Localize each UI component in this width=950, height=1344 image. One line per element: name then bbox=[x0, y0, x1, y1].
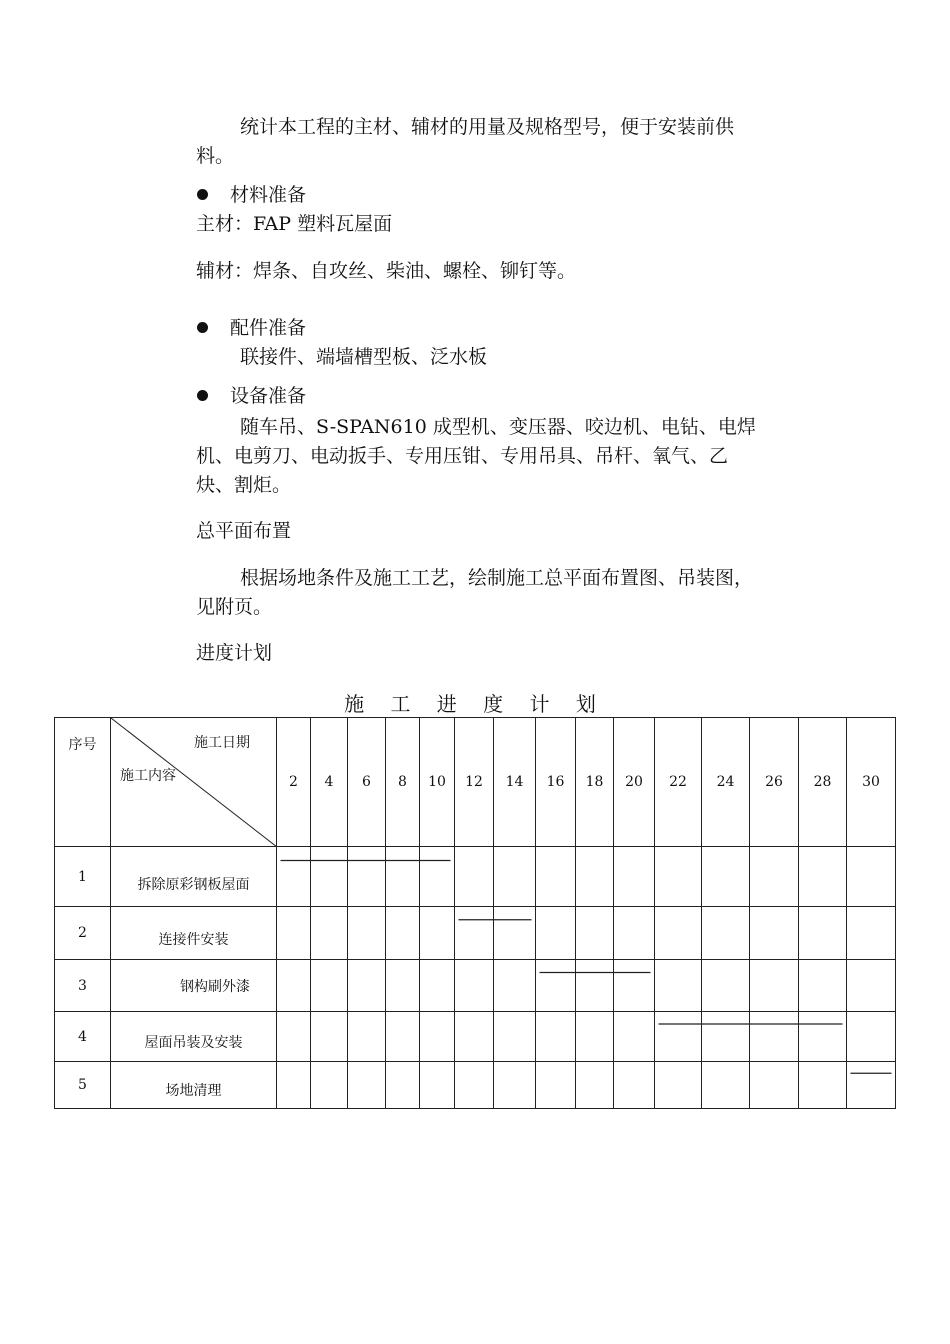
day-header: 12 bbox=[455, 718, 494, 847]
layout-heading: 总平面布置 bbox=[196, 520, 292, 542]
header-row bbox=[55, 718, 896, 847]
header-date-label: 施工日期 bbox=[194, 735, 250, 751]
row-no: 2 bbox=[55, 907, 111, 960]
day-header: 22 bbox=[655, 718, 702, 847]
day-header: 6 bbox=[348, 718, 386, 847]
row-no: 1 bbox=[55, 847, 111, 907]
day-header: 14 bbox=[494, 718, 536, 847]
equipment-heading: 设备准备 bbox=[230, 385, 307, 407]
equipment-line-3: 炔、割炬。 bbox=[196, 474, 292, 496]
day-header: 2 bbox=[277, 718, 311, 847]
day-header: 8 bbox=[386, 718, 420, 847]
row-no: 4 bbox=[55, 1012, 111, 1062]
day-header: 28 bbox=[799, 718, 847, 847]
equipment-line-1: 随车吊、S-SPAN610 成型机、变压器、咬边机、电钻、电焊 bbox=[240, 416, 756, 438]
table-row bbox=[55, 907, 896, 960]
parts-text: 联接件、端墙槽型板、泛水板 bbox=[240, 346, 488, 368]
day-header: 20 bbox=[614, 718, 655, 847]
table-row bbox=[55, 1062, 896, 1109]
bullet-icon bbox=[197, 189, 208, 200]
header-content-label: 施工内容 bbox=[120, 768, 176, 784]
materials-heading: 材料准备 bbox=[230, 184, 307, 206]
header-no: 序号 bbox=[55, 718, 111, 847]
intro-line-2: 料。 bbox=[196, 145, 235, 167]
row-no: 3 bbox=[55, 960, 111, 1012]
layout-line-2: 见附页。 bbox=[196, 596, 273, 618]
header-diagonal-cell bbox=[111, 718, 277, 847]
progress-heading: 进度计划 bbox=[196, 642, 273, 664]
bullet-icon bbox=[197, 390, 208, 401]
row-task: 场地清理 bbox=[111, 1062, 277, 1109]
table-row bbox=[55, 847, 896, 907]
day-header: 4 bbox=[311, 718, 348, 847]
materials-main: 主材：FAP 塑料瓦屋面 bbox=[196, 213, 393, 235]
row-task: 拆除原彩钢板屋面 bbox=[111, 847, 277, 907]
row-no: 5 bbox=[55, 1062, 111, 1109]
day-header: 24 bbox=[702, 718, 750, 847]
row-task: 屋面吊装及安装 bbox=[111, 1012, 277, 1062]
equipment-line-2: 机、电剪刀、电动扳手、专用压钳、专用吊具、吊杆、氧气、乙 bbox=[196, 445, 729, 467]
day-header: 10 bbox=[420, 718, 455, 847]
day-header: 16 bbox=[536, 718, 576, 847]
table-row bbox=[55, 1012, 896, 1062]
materials-aux: 辅材：焊条、自攻丝、柴油、螺栓、铆钉等。 bbox=[196, 260, 577, 282]
row-task: 连接件安装 bbox=[111, 907, 277, 960]
parts-heading: 配件准备 bbox=[230, 317, 307, 339]
row-task: 钢构刷外漆 bbox=[111, 960, 277, 1012]
table-title: 施 工 进 度 计 划 bbox=[344, 692, 606, 716]
day-header: 26 bbox=[750, 718, 799, 847]
layout-line-1: 根据场地条件及施工工艺，绘制施工总平面布置图、吊装图， bbox=[240, 567, 754, 589]
day-header: 18 bbox=[576, 718, 614, 847]
bullet-icon bbox=[197, 322, 208, 333]
day-header: 30 bbox=[847, 718, 896, 847]
intro-line-1: 统计本工程的主材、辅材的用量及规格型号，便于安装前供 bbox=[240, 116, 735, 138]
schedule-table bbox=[54, 717, 896, 1109]
table-row bbox=[55, 960, 896, 1012]
